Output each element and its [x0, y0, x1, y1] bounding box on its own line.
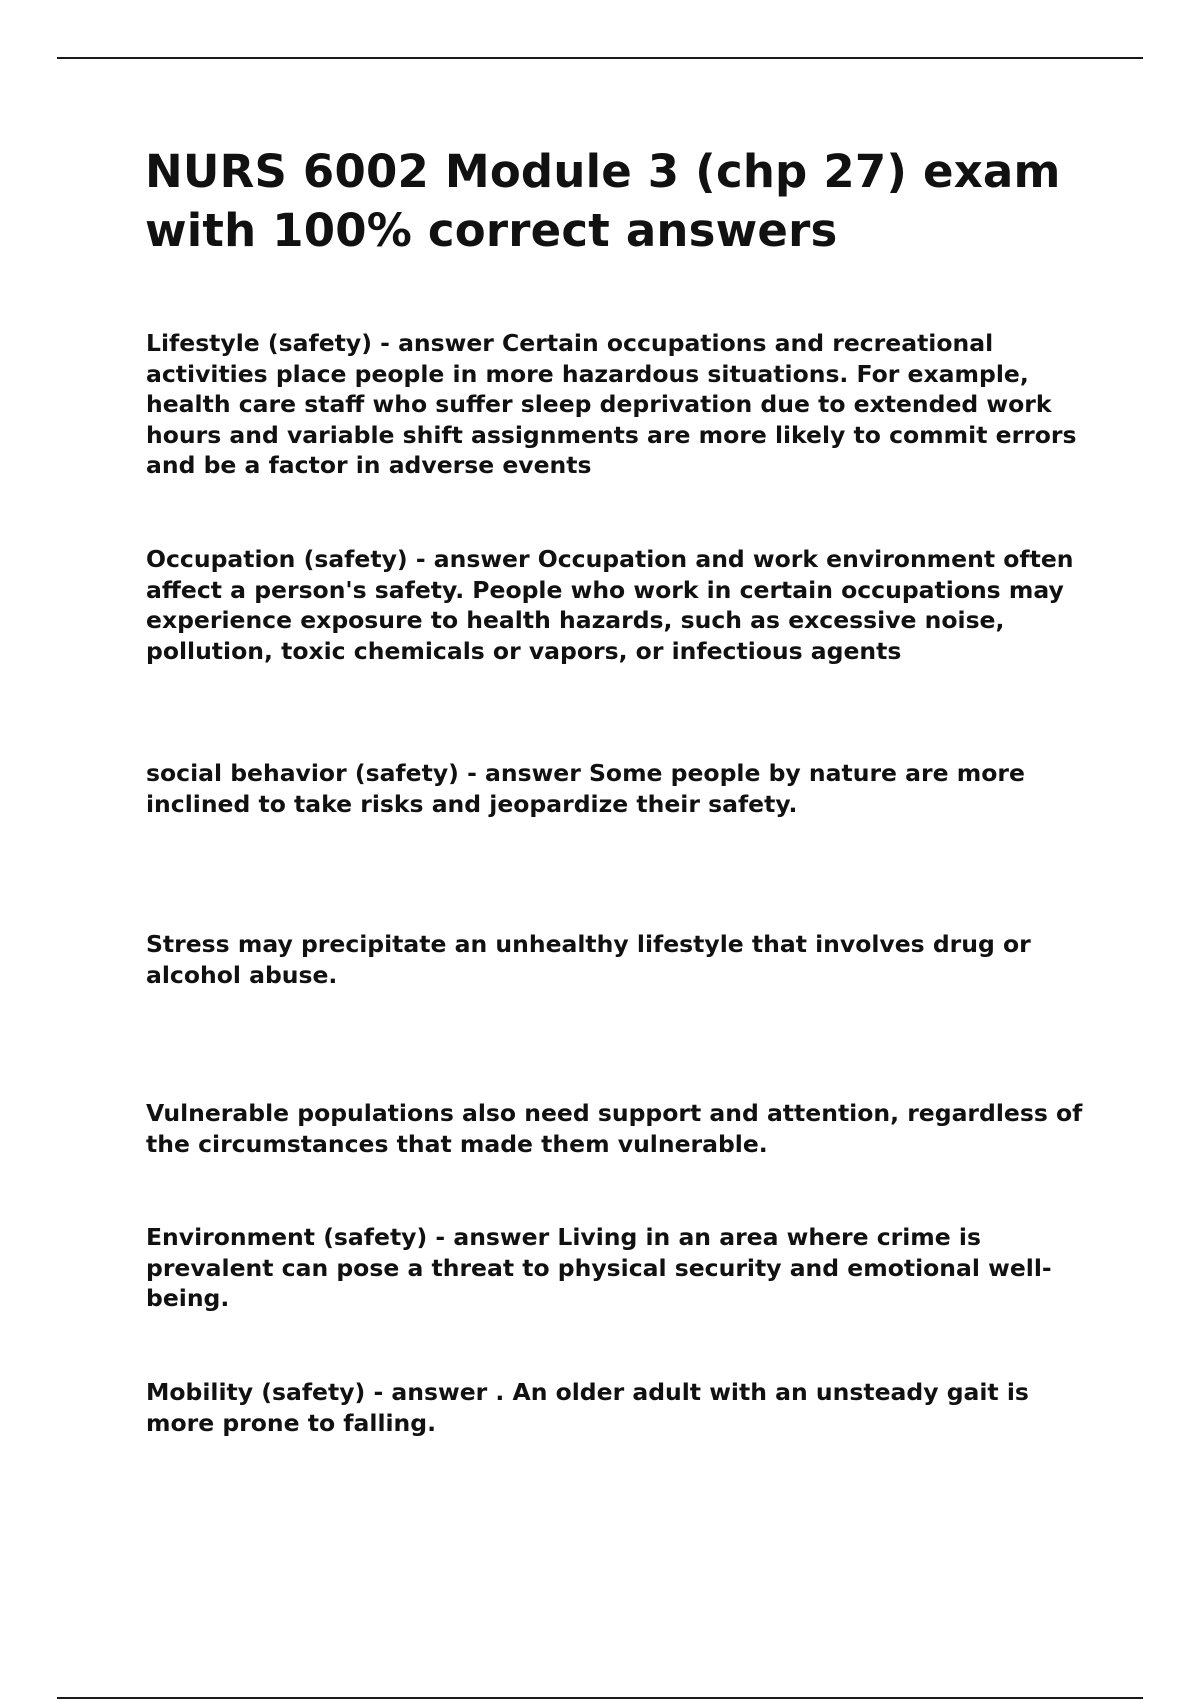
entry-mobility: Mobility (safety) - answer . An older adult with an unsteady gait is more prone to falling.: [146, 1378, 1029, 1437]
entry-stress: Stress may precipitate an unhealthy lifestyle that involves drug or alcohol abuse.: [146, 930, 1031, 989]
document-title: NURS 6002 Module 3 (chp 27) exam with 100% correct answers: [145, 145, 1061, 257]
entry-vulnerable-populations: Vulnerable populations also need support and attention, regardless of the circumstances that made them vulnerable.: [146, 1099, 1083, 1158]
top-rule: [57, 57, 1143, 59]
bottom-rule: [57, 1697, 1143, 1699]
entry-environment: Environment (safety) - answer Living in an area where crime is prevalent can pose a threat to physical security and emotional well-being.: [146, 1223, 1052, 1312]
entry-lifestyle: Lifestyle (safety) - answer Certain occupations and recreational activities place people in more hazardous situations. For example, health care staff who suffer sleep deprivation due to extended work hours and variable shift assignments are more likely to commit errors and be a factor in adverse events: [146, 329, 1077, 479]
entry-social-behavior: social behavior (safety) - answer Some people by nature are more inclined to take risks and jeopardize their safety.: [146, 759, 1025, 818]
entry-occupation: Occupation (safety) - answer Occupation and work environment often affect a person's safety. People who work in certain occupations may experience exposure to health hazards, such as excessive noise, pollution, toxic chemicals or vapors, or infectious agents: [146, 545, 1074, 665]
